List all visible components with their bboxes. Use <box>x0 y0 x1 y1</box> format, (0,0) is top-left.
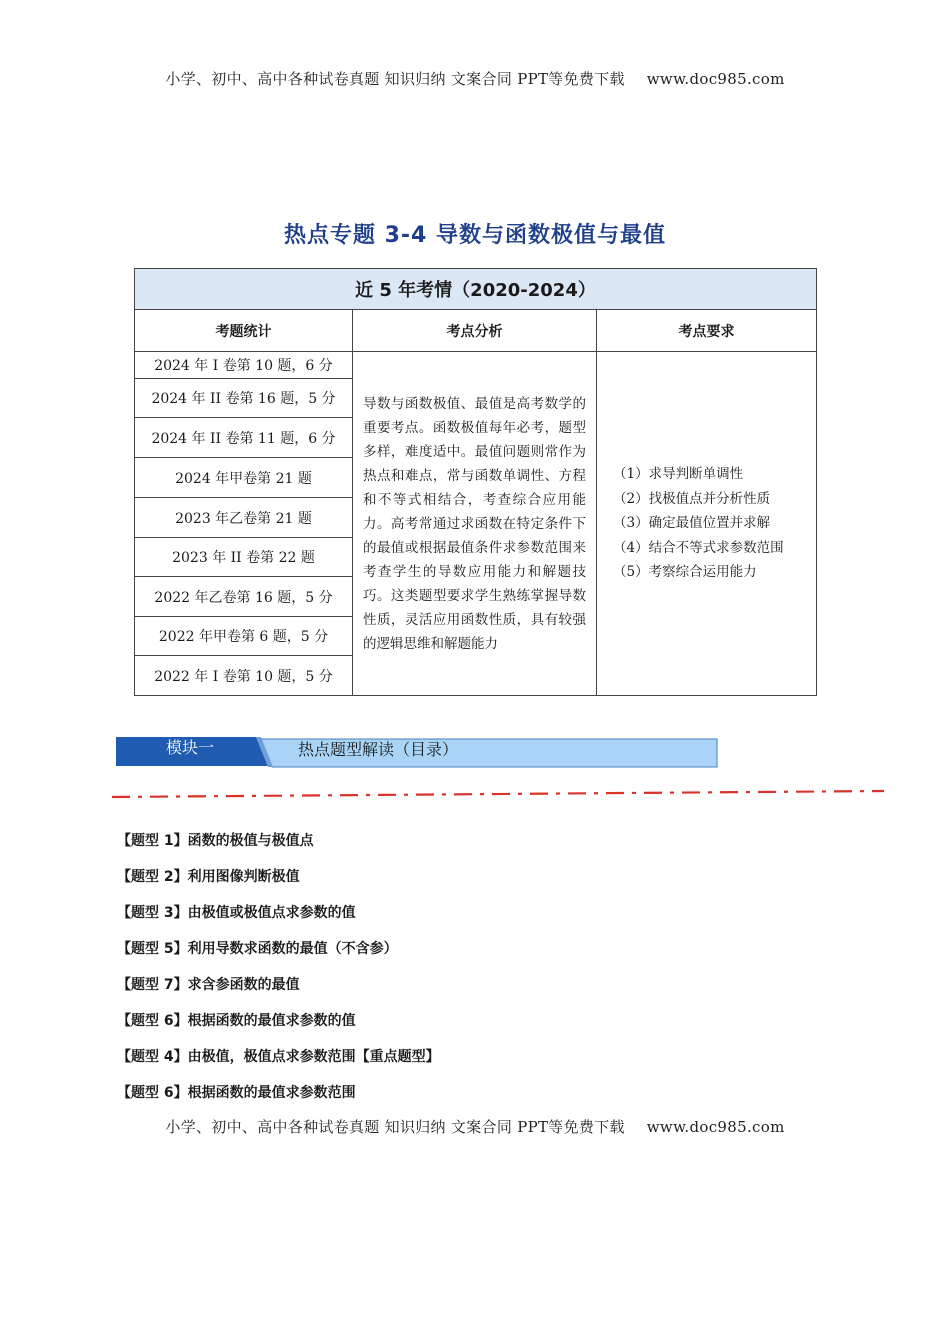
page-title: 热点专题 3-4 导数与函数极值与最值 <box>283 223 667 248</box>
stat-row: 2024 年 II 卷第 11 题，6 分 <box>135 418 353 458</box>
section-divider <box>112 788 886 800</box>
topic-item[interactable]: 【题型 4】由极值，极值点求参数范围【重点题型】 <box>117 1049 440 1065</box>
header-text: 小学、初中、高中各种试卷真题 知识归纳 文案合同 PPT等免费下载 <box>165 70 625 88</box>
stat-row: 2022 年乙卷第 16 题，5 分 <box>135 577 353 617</box>
requirement-item: （2）找极值点并分析性质 <box>613 490 771 507</box>
header-site-link[interactable]: www.doc985.com <box>646 70 785 88</box>
topic-item[interactable]: 【题型 6】根据函数的最值求参数范围 <box>117 1085 356 1101</box>
column-header-requirements: 考点要求 <box>597 310 817 352</box>
page-footer <box>0 1116 950 1137</box>
topic-item[interactable]: 【题型 3】由极值或极值点求参数的值 <box>117 905 356 921</box>
topic-item[interactable]: 【题型 1】函数的极值与极值点 <box>117 833 314 849</box>
stat-row: 2024 年甲卷第 21 题 <box>135 458 353 498</box>
stat-row: 2023 年 II 卷第 22 题 <box>135 538 353 577</box>
column-header-stats: 考题统计 <box>135 310 353 352</box>
topic-item[interactable]: 【题型 6】根据函数的最值求参数的值 <box>117 1013 356 1029</box>
module-label: 模块一 <box>166 738 215 757</box>
table-title: 近 5 年考情（2020-2024） <box>135 269 817 310</box>
requirement-item: （1）求导判断单调性 <box>613 466 744 483</box>
topic-item[interactable]: 【题型 5】利用导数求函数的最值（不含参） <box>117 941 398 957</box>
analysis-text: 导数与函数极值、最值是高考数学的重要考点。函数极值每年必考，题型多样，难度适中。最值问题则常作为热点和难点，常与函数单调性、方程和不等式相结合，考查综合应用能力。高考常通过求函数在特定条件下的最值或根据最值条件求参数范围来考查学生的导数应用能力和解题技巧。这类题型要求学生熟练掌握导数性质，灵活应用函数性质，具有较强的逻辑思维和解题能力 <box>353 352 597 696</box>
stat-row: 2022 年甲卷第 6 题，5 分 <box>135 617 353 656</box>
requirement-item: （5）考察综合运用能力 <box>613 564 757 581</box>
stat-row: 2023 年乙卷第 21 题 <box>135 498 353 538</box>
module-banner <box>116 736 720 770</box>
stat-row: 2022 年 I 卷第 10 题，5 分 <box>135 656 353 696</box>
topic-item[interactable]: 【题型 7】求含参函数的最值 <box>117 977 300 993</box>
column-header-analysis: 考点分析 <box>353 310 597 352</box>
requirement-item: （4）结合不等式求参数范围 <box>613 539 784 556</box>
requirement-item: （3）确定最值位置并求解 <box>613 515 771 532</box>
exam-stats-table <box>134 268 817 696</box>
page-header <box>0 68 950 89</box>
requirements-list <box>597 352 817 696</box>
topic-item[interactable]: 【题型 2】利用图像判断极值 <box>117 869 300 885</box>
stat-row: 2024 年 II 卷第 16 题，5 分 <box>135 379 353 418</box>
stat-row: 2024 年 I 卷第 10 题，6 分 <box>135 352 353 379</box>
topic-list <box>117 830 440 1118</box>
footer-text: 小学、初中、高中各种试卷真题 知识归纳 文案合同 PPT等免费下载 <box>165 1118 625 1136</box>
module-title: 热点题型解读（目录） <box>298 740 459 759</box>
footer-site-link[interactable]: www.doc985.com <box>646 1118 785 1136</box>
